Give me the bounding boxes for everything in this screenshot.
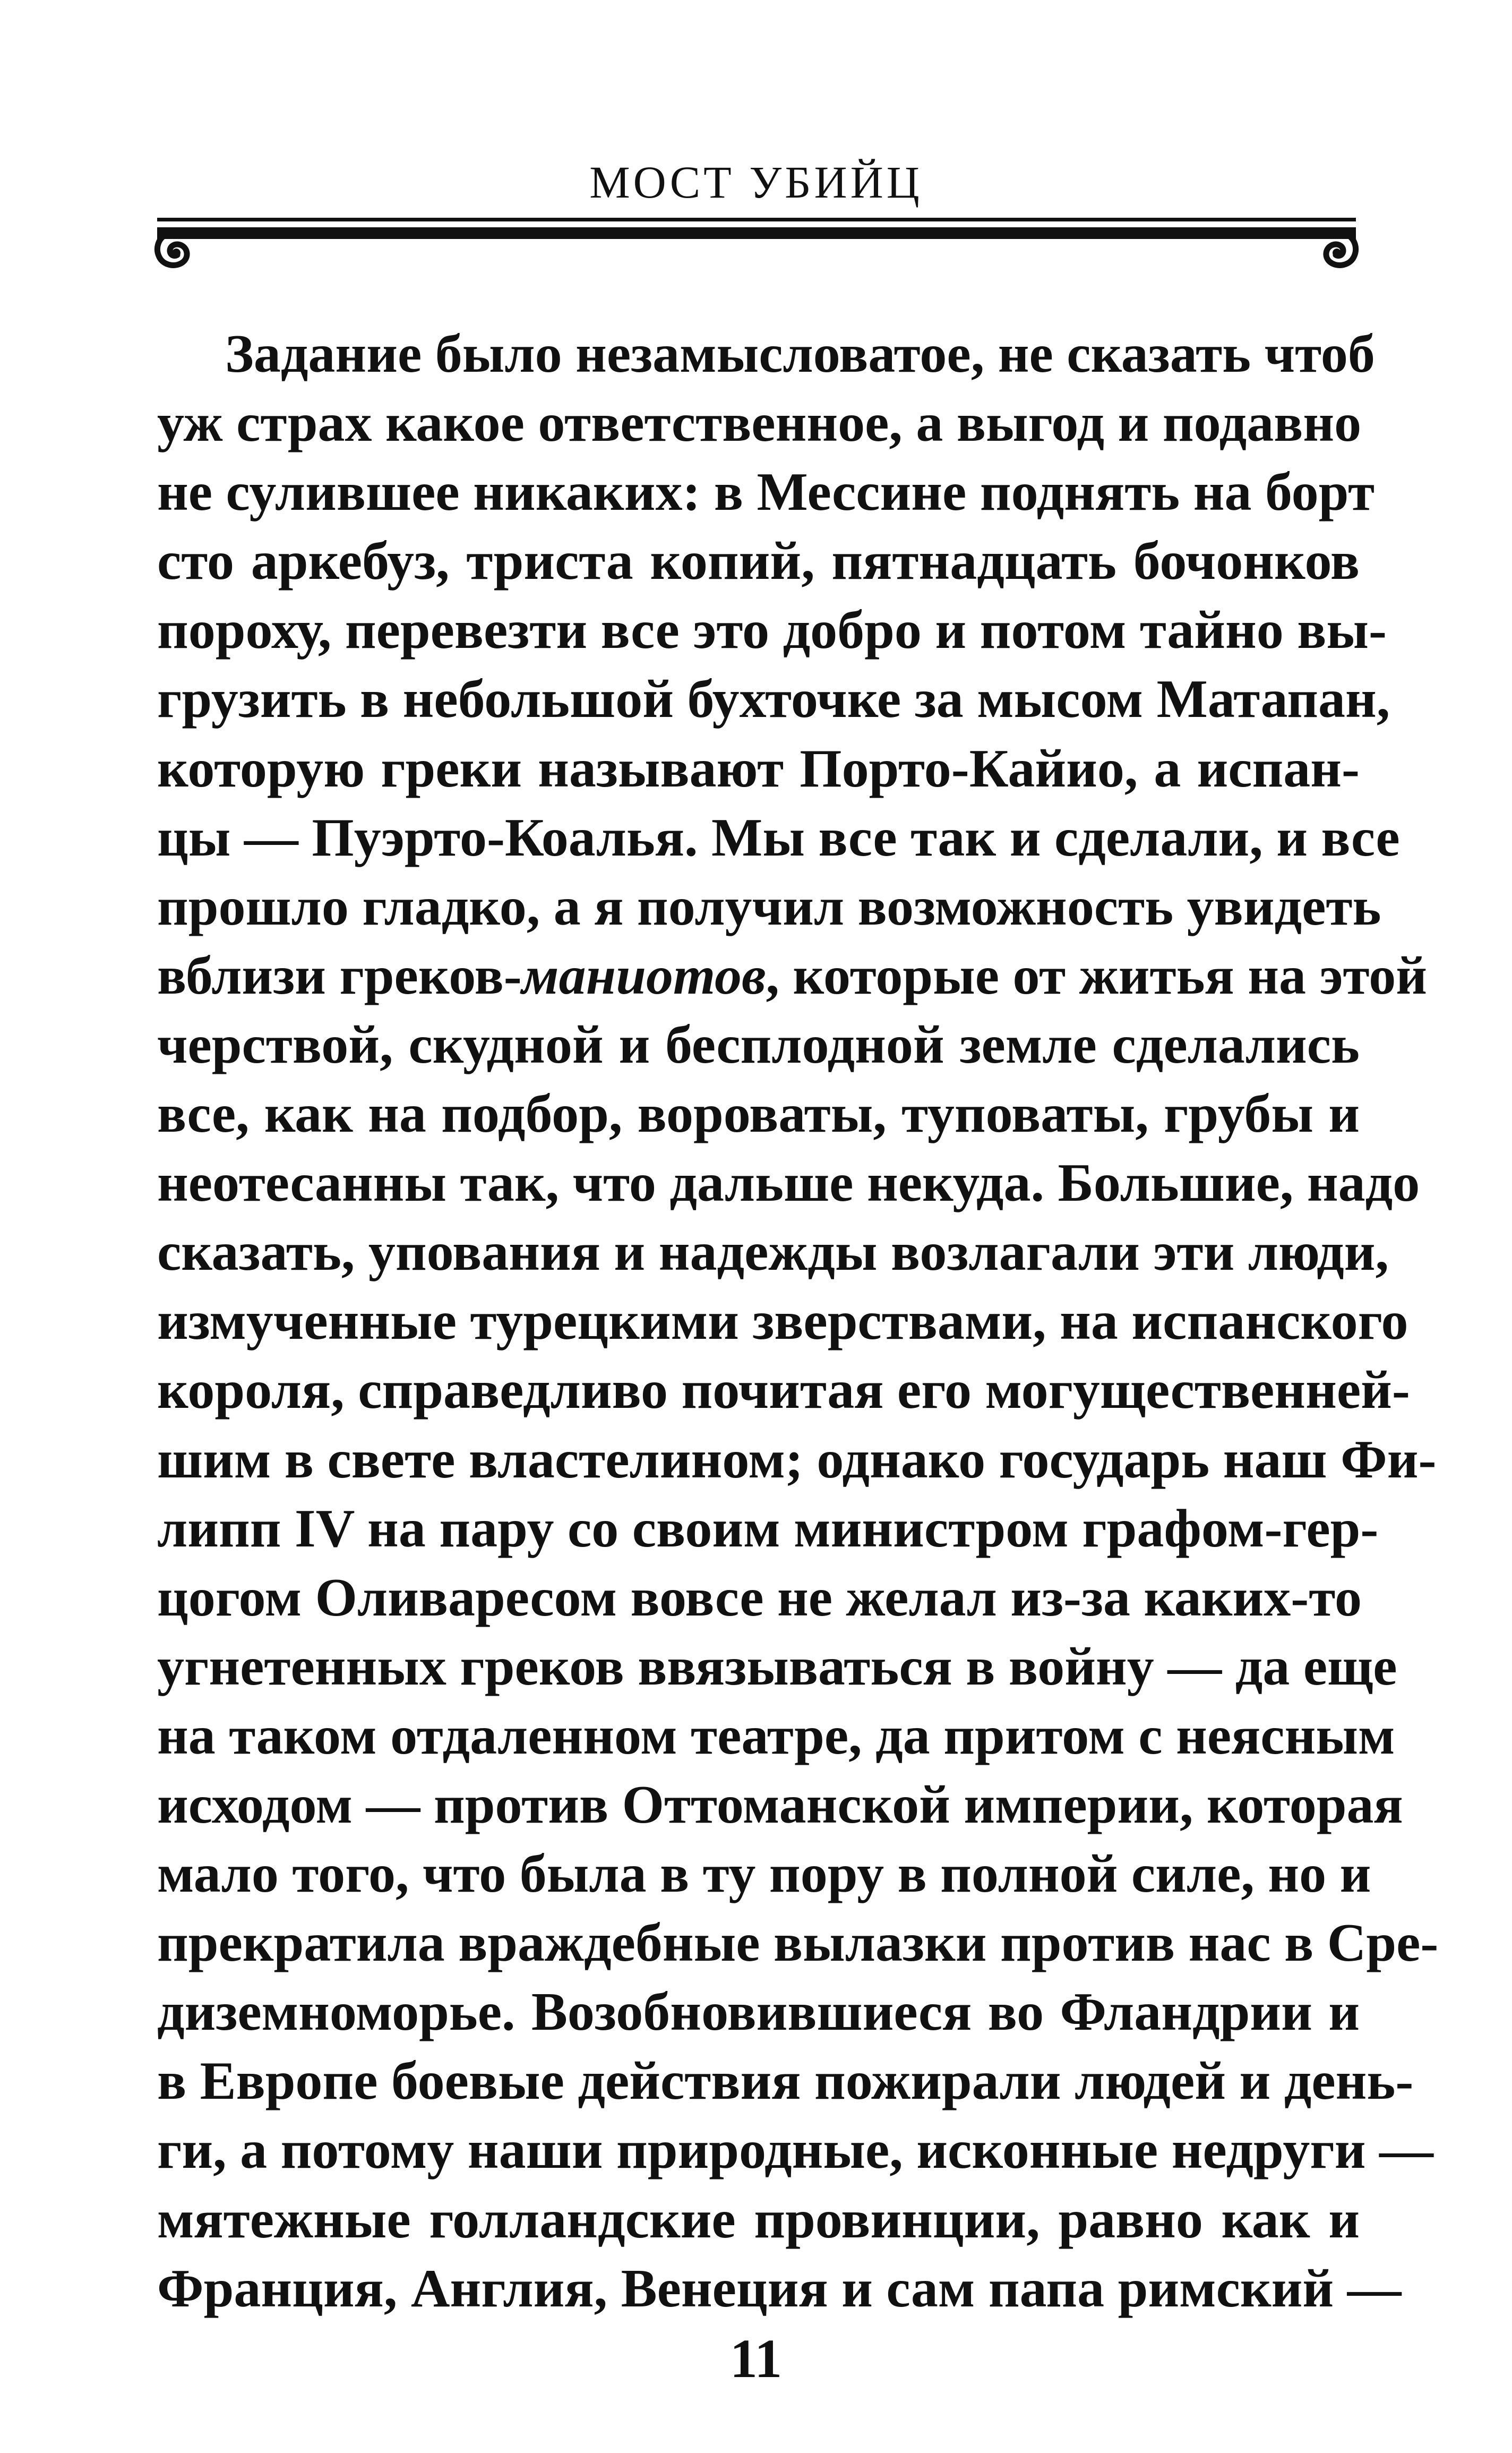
- text-line: [157, 1494, 1379, 1563]
- text-line-segment: цогом Оливаресом вовсе не желал из-за каких-то: [157, 1567, 1362, 1628]
- text-line: [157, 2116, 1433, 2185]
- text-line-segment: прошло гладко, а я получил возможность увидеть: [157, 876, 1381, 937]
- text-line: [157, 1771, 1403, 1840]
- text-line: [157, 1011, 1360, 1080]
- scroll-rule-ornament-icon: [154, 213, 1359, 272]
- text-line-segment: , которые от житья на этой: [766, 945, 1428, 1006]
- text-line-segment: сто аркебуз, триста копий, пятнадцать бочонков: [157, 531, 1360, 592]
- text-line: [157, 527, 1360, 596]
- text-line: [157, 1287, 1408, 1356]
- text-line-segment: вблизи греков-: [157, 945, 522, 1006]
- text-line: [157, 1149, 1420, 1218]
- text-line: [157, 1356, 1410, 1425]
- text-line: [157, 458, 1375, 527]
- text-line-segment: ги, а потому наши природные, исконные недруги —: [157, 2120, 1433, 2181]
- text-line-segment: мятежные голландские провинции, равно как и: [157, 2189, 1360, 2250]
- text-line-segment: грузить в небольшой бухточке за мысом Матапан,: [157, 669, 1390, 730]
- text-line-segment: которую греки называют Порто-Кайио, а испан-: [157, 738, 1360, 799]
- text-line: [157, 873, 1381, 942]
- text-line: [157, 2047, 1414, 2116]
- text-line: [157, 1218, 1389, 1287]
- text-line-segment: мало того, что была в ту пору в полной силе, но и: [157, 1844, 1371, 1904]
- text-line-segment: в Европе боевые действия пожирали людей и день-: [157, 2051, 1414, 2112]
- text-line-segment: Задание было незамысловатое, не сказать чтоб: [225, 324, 1375, 384]
- text-line-segment: цы — Пуэрто-Коалья. Мы все так и сделали, и все: [157, 807, 1400, 868]
- text-line-segment: диземноморье. Возобновившиеся во Фландрии и: [157, 1982, 1360, 2042]
- text-line-segment: на таком отдаленном театре, да притом с неясным: [157, 1705, 1395, 1766]
- text-line: [157, 734, 1360, 804]
- text-line-segment: прекратила враждебные вылазки против нас в Сре-: [157, 1913, 1439, 1973]
- running-head: МОСТ УБИЙЦ: [589, 157, 923, 208]
- text-line-segment: сказать, упования и надежды возлагали эти люди,: [157, 1222, 1389, 1283]
- text-line-segment: уж страх какое ответственное, а выгод и подавно: [157, 393, 1362, 454]
- text-line-segment: пороху, перевезти все это добро и потом тайно вы-: [157, 600, 1387, 661]
- text-line: [157, 1080, 1360, 1149]
- text-line: [157, 1702, 1395, 1771]
- body-paragraph: [157, 320, 1439, 2323]
- page-number: 11: [729, 2328, 783, 2389]
- text-line-segment: все, как на подбор, вороваты, туповаты, грубы и: [157, 1084, 1360, 1144]
- text-line-segment: липп IV на пару со своим министром графом-гер-: [157, 1498, 1379, 1559]
- text-line: [157, 1563, 1360, 1633]
- text-line: [157, 942, 1428, 1011]
- text-line: [157, 1425, 1437, 1494]
- text-line: [157, 2254, 1402, 2323]
- text-line-segment: угнетенных греков ввязываться в войну — да еще: [157, 1636, 1397, 1697]
- text-line-segment: неотесанны так, что дальше некуда. Большие, надо: [157, 1153, 1420, 1213]
- text-line-segment: не сулившее никаких: в Мессине поднять на борт: [157, 462, 1375, 523]
- text-line-segment: Франция, Англия, Венеция и сам папа римский —: [157, 2258, 1402, 2319]
- text-line: [157, 1978, 1360, 2047]
- text-line-segment: измученные турецкими зверствами, на испанского: [157, 1291, 1408, 1352]
- text-line: [157, 1840, 1371, 1909]
- italic-term: маниотов: [521, 945, 766, 1006]
- text-line: [157, 804, 1400, 873]
- text-line: [157, 1909, 1439, 1978]
- text-line-segment: черствой, скудной и бесплодной земле сделались: [157, 1014, 1360, 1075]
- text-line: [157, 320, 1375, 389]
- text-line: [157, 2185, 1360, 2254]
- text-line: [157, 596, 1387, 665]
- text-line: [157, 1633, 1397, 1702]
- text-line-segment: шим в свете властелином; однако государь наш Фи-: [157, 1429, 1437, 1490]
- text-line-segment: короля, справедливо почитая его могущественней-: [157, 1360, 1410, 1421]
- text-line: [157, 389, 1360, 458]
- text-line: [157, 665, 1390, 734]
- text-line-segment: исходом — против Оттоманской империи, которая: [157, 1774, 1403, 1835]
